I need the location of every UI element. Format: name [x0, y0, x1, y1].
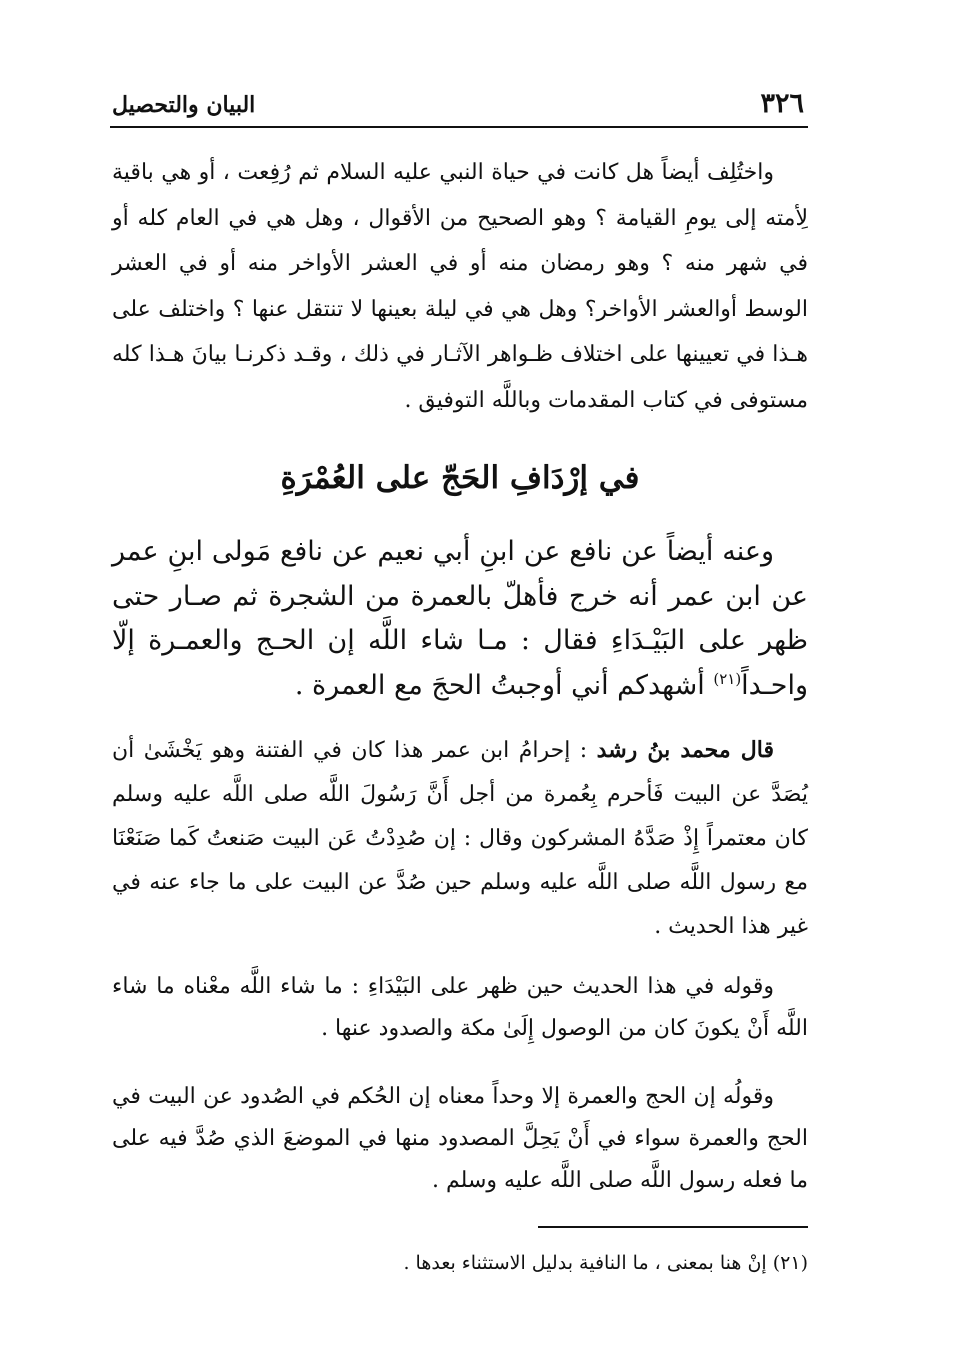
paragraph-text: واختُلِف أيضاً هل كانت في حياة النبي عليه السلام ثم رُفِعت ، أو هي باقية لِأمته إلى يومِ القيامة ؟ وهو الصحيح من الأقوال ، وهل هي في العام كله أو في شهر منه ؟ وهو رمضان منه أو في العشر الأواخر منه أو في العشر الوسط أوالعشر الأواخر؟ وهل هي في ليلة بعينها لا تنتقل عنها ؟ واختلف على هـذا في تعيينها على اختلاف ظـواهر الآثـار في ذلك ، وقـد ذكرنـا بيانَ هـذا كله مستوفى في كتاب المقدمات وباللَّه التوفيق .	[112, 160, 809, 413]
footnote-divider	[538, 1226, 808, 1228]
section-heading: في إرْدَافِ الحَجّ على العُمْرَةِ	[280, 460, 640, 496]
author-name: قال محمد بنُ رشد	[596, 737, 774, 763]
paragraph-hadith	[112, 530, 808, 708]
paragraph-commentary	[112, 728, 808, 949]
paragraph-text: وقوله في هذا الحديث حين ظهر على البَيْدَاءِ : ما شاء اللَّه معْناه ما شاء اللَّه أَنْ يكونَ كان من الوصول إِلَىٰ مكة والصدود عنها .	[112, 974, 808, 1041]
paragraph-text: : إحرامُ ابن عمر هذا كان في الفتنة وهو يَخْشَىٰ أن يُصَدَّ عن البيت فَأحرم بِعُمرة من أجل أَنَّ رَسُولَ اللَّه صلى اللَّه عليه وسلم كان معتمراً إِذْ صَدَّهُ المشركون وقال : إن صُدِدْتُ عَن البيت صَنعتُ كَما صَنَعْنَا مع رسول اللَّه صلى اللَّه عليه وسلم حين صُدَّ عن البيت على ما جاء عنه في غير هذا الحديث .	[112, 738, 808, 939]
paragraph-text-continued: أشهدكم أني أوجبتُ الحجَ مع العمرة .	[294, 669, 714, 701]
paragraph-text: وقولُه إن الحج والعمرة إلا وحداً معناه إن الحُكم في الصُدود عن البيت في الحج والعمرة سواء في أَنْ يَحِلَّ المصدود منها في الموضعَ الذي صُدَّ فيه على ما فعله رسول اللَّه صلى اللَّه عليه وسلم .	[112, 1084, 808, 1193]
running-title: البيان والتحصيل	[112, 92, 256, 118]
footnote-21: (٢١) إنْ هنا بمعنى ، ما النافية بدليل الاستثناء بعدها .	[403, 1252, 808, 1274]
footnote-reference: (٢١)	[713, 669, 742, 688]
paragraph-text: وعنه أيضاً عن نافع عن ابنِ أبي نعيم عن نافع مَولى ابنِ عمر عن ابن عمر أنه خرج فأهلّ بالعمرة من الشجرة ثم صـار حتى ظهر على البَيْـدَاءِ فقال : مـا شاء اللَّه إن الحـج والعمـرة إلّا واحـداً	[112, 536, 808, 701]
paragraph-laylat-al-qadr	[112, 150, 808, 423]
page-number: ٣٢٦	[760, 88, 804, 119]
page-header	[110, 86, 808, 128]
paragraph-explanation-1	[112, 966, 808, 1050]
paragraph-explanation-2	[112, 1076, 808, 1202]
